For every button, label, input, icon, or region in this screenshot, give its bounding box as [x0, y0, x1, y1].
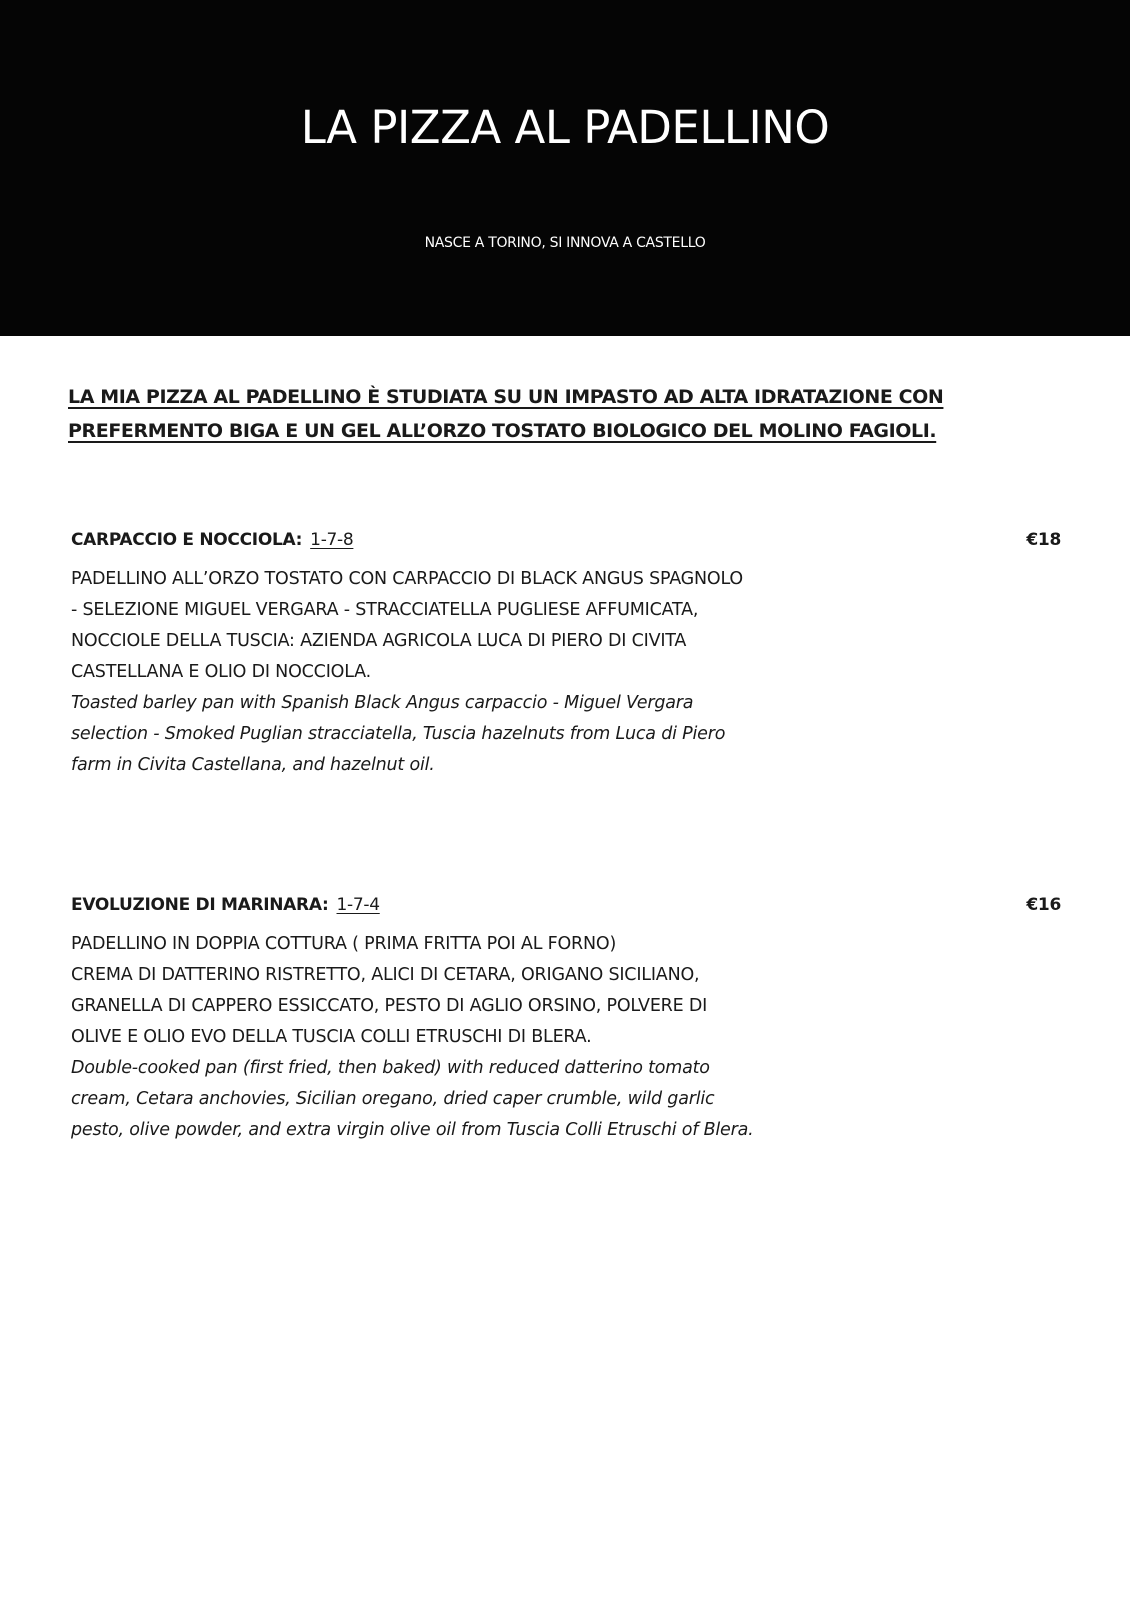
menu-item-price: €16	[1026, 895, 1061, 915]
menu-item-description	[71, 564, 871, 781]
description-line-en: selection - Smoked Puglian stracciatella, Tuscia hazelnuts from Luca di Piero	[71, 724, 726, 744]
menu-item-carpaccio-e-nocciola	[71, 524, 1061, 781]
description-line-it: - SELEZIONE MIGUEL VERGARA - STRACCIATELLA PUGLIESE AFFUMICATA,	[71, 600, 699, 620]
menu-item-description	[71, 929, 871, 1146]
page-subtitle: NASCE A TORINO, SI INNOVA A CASTELLO	[424, 235, 706, 251]
description-line-en: pesto, olive powder, and extra virgin olive oil from Tuscia Colli Etruschi of Blera.	[71, 1120, 754, 1140]
menu-item-name-text: CARPACCIO E NOCCIOLA:	[71, 530, 303, 550]
description-line-it: CASTELLANA E OLIO DI NOCCIOLA.	[71, 662, 372, 682]
intro-line: PREFERMENTO BIGA E UN GEL ALL’ORZO TOSTATO BIOLOGICO DEL MOLINO FAGIOLI.	[68, 420, 937, 442]
description-line-it: PADELLINO IN DOPPIA COTTURA ( PRIMA FRITTA POI AL FORNO)	[71, 934, 617, 954]
description-line-en: Toasted barley pan with Spanish Black Angus carpaccio - Miguel Vergara	[71, 693, 694, 713]
menu-item-name	[71, 524, 353, 556]
menu-item-allergens: 1-7-4	[336, 895, 380, 915]
description-line-en: cream, Cetara anchovies, Sicilian oregano, dried caper crumble, wild garlic	[71, 1089, 715, 1109]
description-line-en: farm in Civita Castellana, and hazelnut oil.	[71, 755, 435, 775]
description-line-it: CREMA DI DATTERINO RISTRETTO, ALICI DI CETARA, ORIGANO SICILIANO,	[71, 965, 700, 985]
menu-item-name	[71, 889, 380, 921]
description-line-it: PADELLINO ALL’ORZO TOSTATO CON CARPACCIO DI BLACK ANGUS SPAGNOLO	[71, 569, 744, 589]
description-line-it: GRANELLA DI CAPPERO ESSICCATO, PESTO DI AGLIO ORSINO, POLVERE DI	[71, 996, 708, 1016]
menu-header	[0, 0, 1130, 336]
description-line-it: OLIVE E OLIO EVO DELLA TUSCIA COLLI ETRUSCHI DI BLERA.	[71, 1027, 592, 1047]
menu-item-evoluzione-di-marinara	[71, 889, 1061, 1146]
menu-item-price: €18	[1026, 530, 1061, 550]
menu-item-name-text: EVOLUZIONE DI MARINARA:	[71, 895, 329, 915]
menu-item-header	[71, 524, 1061, 556]
intro-statement	[68, 380, 1068, 448]
description-line-it: NOCCIOLE DELLA TUSCIA: AZIENDA AGRICOLA LUCA DI PIERO DI CIVITA	[71, 631, 687, 651]
menu-item-header	[71, 889, 1061, 921]
description-line-en: Double-cooked pan (first fried, then baked) with reduced datterino tomato	[71, 1058, 710, 1078]
intro-line: LA MIA PIZZA AL PADELLINO È STUDIATA SU UN IMPASTO AD ALTA IDRATAZIONE CON	[68, 386, 944, 408]
menu-item-allergens: 1-7-8	[310, 530, 354, 550]
page-title: LA PIZZA AL PADELLINO	[300, 101, 830, 154]
